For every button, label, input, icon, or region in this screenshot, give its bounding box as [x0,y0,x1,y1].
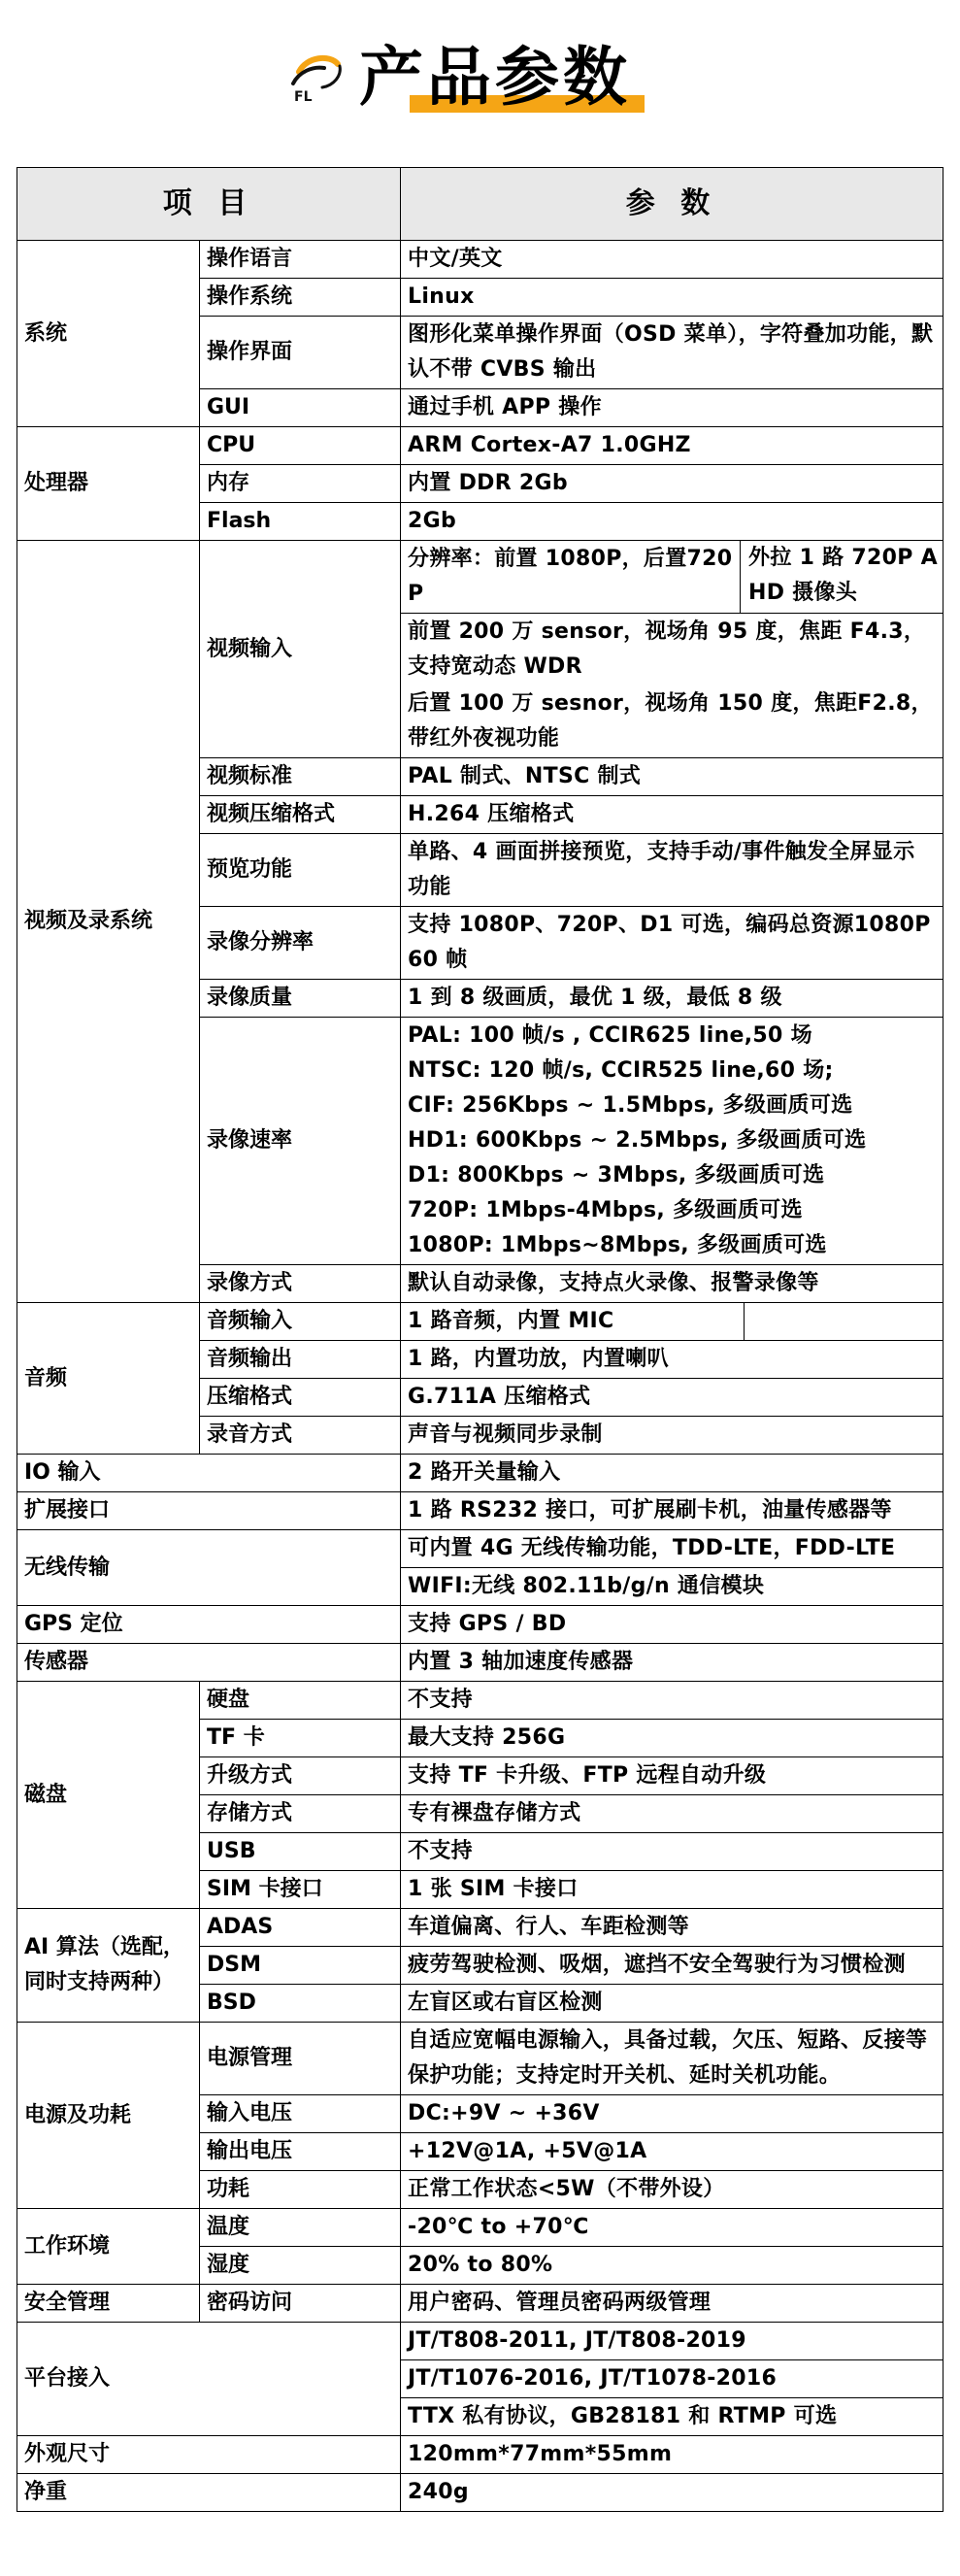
item-value: 车道偏离、行人、车距检测等 [401,1909,943,1947]
table-row [17,1909,943,1947]
item-label: 硬盘 [200,1682,401,1720]
item-value: 疲劳驾驶检测、吸烟，遮挡不安全驾驶行为习惯检测 [401,1947,943,1985]
item-value: PAL 制式、NTSC 制式 [401,758,943,796]
rate-line: CIF: 256Kbps ~ 1.5Mbps, 多级画质可选 [408,1093,853,1118]
item-label: 视频标准 [200,758,401,796]
table-row [17,241,943,279]
header-param: 参 数 [401,168,943,241]
category-weight: 净重 [17,2474,401,2512]
video-input-rear-sensor: 后置 100 万 sesnor，视场角 150 度，焦距F2.8，带红外夜视功能 [408,691,933,751]
item-value: 1 张 SIM 卡接口 [401,1871,943,1909]
item-label: BSD [200,1985,401,2023]
item-value: 1 到 8 级画质，最优 1 级，最低 8 级 [401,980,943,1018]
item-label: 电源管理 [200,2023,401,2095]
category-io: IO 输入 [17,1455,401,1492]
item-label: 视频压缩格式 [200,796,401,834]
item-label: GUI [200,389,401,427]
rate-line: D1: 800Kbps ~ 3Mbps, 多级画质可选 [408,1163,825,1188]
category-ai: AI 算法（选配，同时支持两种） [17,1909,200,2023]
title-block [359,39,650,117]
item-label: 操作界面 [200,317,401,389]
table-row [17,541,943,758]
item-label: 录像分辨率 [200,907,401,980]
item-value: JT/T1076-2016, JT/T1078-2016 [401,2360,943,2398]
rate-line: 1080P: 1Mbps~8Mbps, 多级画质可选 [408,1233,827,1257]
item-label: 升级方式 [200,1757,401,1795]
table-row [17,1530,943,1568]
video-input-resolution [401,541,943,614]
item-value: 240g [401,2474,943,2512]
item-value: 20% to 80% [401,2247,943,2285]
item-value: 内置 DDR 2Gb [401,465,943,503]
item-value: 2Gb [401,503,943,541]
item-value: 2 路开关量输入 [401,1455,943,1492]
item-value: 120mm*77mm*55mm [401,2436,943,2474]
item-label: 录像速率 [200,1018,401,1265]
logo-text: FL [294,89,313,105]
logo-icon [280,43,348,120]
table-row [17,1682,943,1720]
rate-line: PAL: 100 帧/s , CCIR625 line,50 场 [408,1023,812,1048]
item-label: ADAS [200,1909,401,1947]
item-label: 温度 [200,2209,401,2247]
item-value: 通过手机 APP 操作 [401,389,943,427]
item-value: 正常工作状态<5W（不带外设） [401,2171,943,2209]
item-label: 音频输入 [200,1303,401,1341]
item-label: 录像方式 [200,1265,401,1303]
category-audio: 音频 [17,1303,200,1455]
category-gps: GPS 定位 [17,1606,401,1644]
item-value: 专有裸盘存储方式 [401,1795,943,1833]
item-value: 可内置 4G 无线传输功能，TDD-LTE，FDD-LTE [401,1530,943,1568]
item-label: 压缩格式 [200,1379,401,1417]
item-label: SIM 卡接口 [200,1871,401,1909]
item-value: 内置 3 轴加速度传感器 [401,1644,943,1682]
item-label: 录音方式 [200,1417,401,1455]
table-header-row [17,168,943,241]
rate-line: 720P: 1Mbps-4Mbps, 多级画质可选 [408,1198,803,1222]
item-value [401,541,943,758]
item-value: G.711A 压缩格式 [401,1379,943,1417]
item-value: 支持 1080P、720P、D1 可选，编码总资源1080P 60 帧 [401,907,943,980]
spec-table [17,167,943,2512]
item-label: 密码访问 [200,2285,401,2323]
page-title: 产品参数 [359,40,631,115]
table-row [17,2023,943,2095]
category-video: 视频及录系统 [17,541,200,1303]
category-wireless: 无线传输 [17,1530,401,1606]
item-label: USB [200,1833,401,1871]
item-label: 湿度 [200,2247,401,2285]
rate-line: HD1: 600Kbps ~ 2.5Mbps, 多级画质可选 [408,1128,867,1153]
item-value: 中文/英文 [401,241,943,279]
item-value: WIFI:无线 802.11b/g/n 通信模块 [401,1568,943,1606]
category-sensor: 传感器 [17,1644,401,1682]
category-disk: 磁盘 [17,1682,200,1909]
item-value: 用户密码、管理员密码两级管理 [401,2285,943,2323]
table-row [17,427,943,465]
item-value: 不支持 [401,1833,943,1871]
item-label: 输入电压 [200,2095,401,2133]
item-value: 左盲区或右盲区检测 [401,1985,943,2023]
table-row [17,2436,943,2474]
item-label: DSM [200,1947,401,1985]
table-row [17,1455,943,1492]
category-power: 电源及功耗 [17,2023,200,2209]
category-security: 安全管理 [17,2285,200,2323]
table-row [17,2285,943,2323]
table-row [17,2474,943,2512]
item-value: H.264 压缩格式 [401,796,943,834]
video-input-ahd: 外拉 1 路 720P AHD 摄像头 [740,541,943,613]
category-processor: 处理器 [17,427,200,541]
table-row [17,2323,943,2360]
item-value: 声音与视频同步录制 [401,1417,943,1455]
table-row [17,1644,943,1682]
video-input-front-rear: 分辨率：前置 1080P，后置720P [408,547,733,606]
item-label: 内存 [200,465,401,503]
item-value: 单路、4 画面拼接预览，支持手动/事件触发全屏显示功能 [401,834,943,907]
item-value: ARM Cortex-A7 1.0GHZ [401,427,943,465]
item-label: 音频输出 [200,1341,401,1379]
audio-input-split [401,1303,943,1340]
item-label: 录像质量 [200,980,401,1018]
item-label: 预览功能 [200,834,401,907]
category-system: 系统 [17,241,200,427]
item-label: TF 卡 [200,1720,401,1757]
item-value: +12V@1A, +5V@1A [401,2133,943,2171]
item-value: DC:+9V ~ +36V [401,2095,943,2133]
page-header [0,0,960,170]
item-label: 输出电压 [200,2133,401,2171]
item-value: 支持 TF 卡升级、FTP 远程自动升级 [401,1757,943,1795]
table-row [17,1303,943,1341]
item-value [401,1303,943,1341]
table-row [17,1606,943,1644]
item-value [401,1018,943,1265]
item-label: 操作语言 [200,241,401,279]
item-value: 1 路，内置功放，内置喇叭 [401,1341,943,1379]
item-value: 图形化菜单操作界面（OSD 菜单），字符叠加功能，默认不带 CVBS 输出 [401,317,943,389]
category-platform: 平台接入 [17,2323,401,2436]
item-label: 功耗 [200,2171,401,2209]
category-extension: 扩展接口 [17,1492,401,1530]
rate-line: NTSC: 120 帧/s, CCIR525 line,60 场; [408,1058,834,1083]
item-value: 支持 GPS / BD [401,1606,943,1644]
item-value: JT/T808-2011, JT/T808-2019 [401,2323,943,2360]
item-label: Flash [200,503,401,541]
item-label: CPU [200,427,401,465]
item-value: 最大支持 256G [401,1720,943,1757]
item-value: 自适应宽幅电源输入，具备过载，欠压、短路、反接等保护功能；支持定时开关机、延时关机功能。 [401,2023,943,2095]
audio-input-value: 1 路音频，内置 MIC [408,1309,614,1333]
item-label: 存储方式 [200,1795,401,1833]
item-value: 1 路 RS232 接口，可扩展刷卡机，油量传感器等 [401,1492,943,1530]
table-row [17,1492,943,1530]
item-value: 不支持 [401,1682,943,1720]
item-value: -20℃ to +70℃ [401,2209,943,2247]
category-environment: 工作环境 [17,2209,200,2285]
table-row [17,2209,943,2247]
category-dimensions: 外观尺寸 [17,2436,401,2474]
item-label: 操作系统 [200,279,401,317]
video-input-front-sensor: 前置 200 万 sensor，视场角 95 度，焦距 F4.3，支持宽动态 WDR [408,619,926,679]
item-value: Linux [401,279,943,317]
item-value: 默认自动录像，支持点火录像、报警录像等 [401,1265,943,1303]
item-label: 视频输入 [200,541,401,758]
header-item: 项 目 [17,168,401,241]
item-value: TTX 私有协议，GB28181 和 RTMP 可选 [401,2398,943,2436]
audio-input-empty [744,1303,943,1340]
